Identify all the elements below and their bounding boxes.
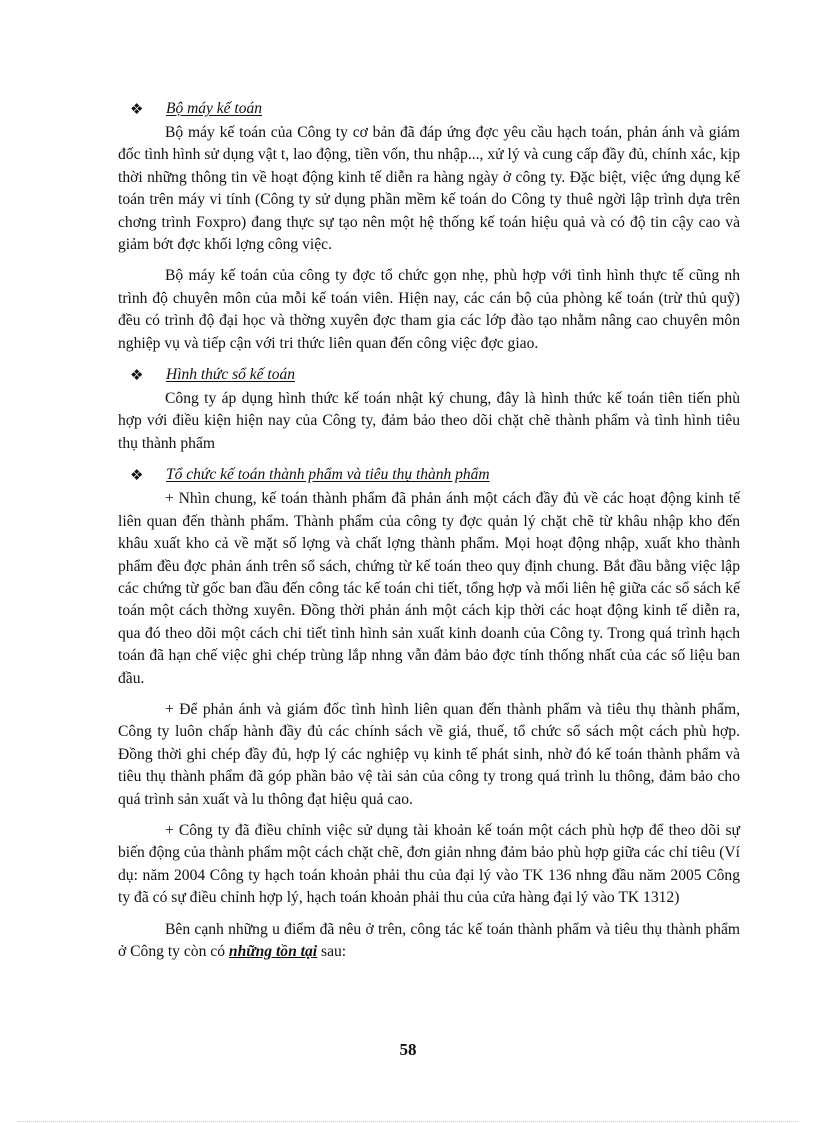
section-title: Bộ máy kế toán bbox=[166, 100, 262, 117]
closing-paragraph bbox=[118, 919, 740, 964]
section-heading-finished-goods-accounting bbox=[118, 464, 740, 486]
closing-emphasis: những tồn tại bbox=[228, 943, 318, 960]
paragraph: Công ty áp dụng hình thức kế toán nhật ký chung, đây là hình thức kế toán tiên tiến phù hợp với điều kiện hiện nay của Công ty, đảm bảo theo dõi chặt chẽ thành phẩm và tình hình tiêu thụ thành phẩm bbox=[118, 390, 740, 452]
paragraph: + Nhìn chung, kế toán thành phẩm đã phản ánh một cách đầy đủ về các hoạt động kinh tế liên quan đến thành phẩm. Thành phẩm của công ty đợc quản lý chặt chẽ từ khâu nhập kho đến khâu xuất kho cả về mặt số lợng và chất lợng thành phẩm. Mọi hoạt động nhập, xuất kho thành phẩm đều đợc phản ánh trên sổ sách, chứng từ kế toán theo quy định chung. Bắt đầu bằng việc lập các chứng từ gốc ban đầu đến công tác kế toán chi tiết, tổng hợp và mối liên hệ giữa các sổ sách kế toán một cách thờng xuyên. Đồng thời phản ánh một cách kịp thời các hoạt động kinh tế diễn ra, qua đó theo dõi một cách chi tiết tình hình sản xuất kinh doanh của Công ty. Trong quá trình hạch toán đã hạn chế việc ghi chép trùng lắp nhng vẫn đảm bảo đợc tính thống nhất của các số liệu ban đầu. bbox=[118, 490, 740, 687]
section-title: Tổ chức kế toán thành phẩm và tiêu thụ thành phẩm bbox=[166, 466, 490, 484]
diamond-bullet-icon: ❖ bbox=[130, 466, 144, 485]
diamond-bullet-icon: ❖ bbox=[130, 366, 144, 385]
paragraph: + Công ty đã điều chỉnh việc sử dụng tài khoản kế toán một cách phù hợp để theo dõi sự biến động của thành phẩm một cách chặt chẽ, đơn giản nhng đảm bảo phù hợp giữa các chỉ tiêu (Ví dụ: năm 2004 Công ty hạch toán khoản phải thu của đại lý vào TK 136 nhng đầu năm 2005 Công ty đã có sự điều chỉnh hợp lý, hạch toán khoản phải thu của cửa hàng đại lý vào TK 1312) bbox=[118, 821, 740, 907]
page-number: 58 bbox=[399, 1040, 417, 1059]
section-title: Hình thức sổ kế toán bbox=[166, 366, 295, 384]
section-heading-bookkeeping-form bbox=[118, 364, 740, 386]
page-content bbox=[118, 94, 740, 972]
page-bottom-divider bbox=[18, 1121, 798, 1122]
closing-text: Bên cạnh những u điểm đã nêu ở trên, công tác kế toán thành phẩm và tiêu thụ thành phẩm ở Công ty còn có bbox=[118, 920, 740, 960]
diamond-bullet-icon: ❖ bbox=[130, 100, 144, 118]
section-heading-accounting-apparatus bbox=[118, 98, 740, 120]
paragraph: Bộ máy kế toán của công ty đợc tổ chức gọn nhẹ, phù hợp với tình hình thực tế cũng nh trình độ chuyên môn của mỗi kế toán viên. Hiện nay, các cán bộ của phòng kế toán (trừ thủ quỹ) đều có trình độ đại học và thờng xuyên đợc tham gia các lớp đào tạo nhằm nâng cao chuyên môn nghiệp vụ và tiếp cận với tri thức liên quan đến công việc đợc giao. bbox=[118, 267, 740, 352]
closing-text-end: sau: bbox=[317, 943, 347, 960]
paragraph: + Để phản ánh và giám đốc tình hình liên quan đến thành phẩm và tiêu thụ thành phẩm, Công ty luôn chấp hành đầy đủ các chính sách về giá, thuế, tổ chức sổ sách một cách phù hợp. Đồng thời ghi chép đầy đủ, hợp lý các nghiệp vụ kinh tế phát sinh, nhờ đó kế toán thành phẩm và tiêu thụ thành phẩm đã góp phần bảo vệ tài sản của công ty trong quá trình lu thông, đảm bảo cho quá trình sản xuất và lu thông đạt hiệu quả cao. bbox=[118, 700, 740, 808]
paragraph: Bộ máy kế toán của Công ty cơ bản đã đáp ứng đợc yêu cầu hạch toán, phản ánh và giám đốc tình hình sử dụng vật t, lao động, tiền vốn, thu nhập..., xử lý và cung cấp đầy đủ, chính xác, kịp thời những thông tin về hoạt động kinh tế diễn ra hàng ngày ở công ty. Đặc biệt, việc ứng dụng kế toán trên máy vi tính (Công ty sử dụng phần mềm kế toán do Công ty thuê ngời lập trình dựa trên chơng trình Foxpro) đang thực sự tạo nên một hệ thống kế toán hiệu quả và có độ tin cậy cao và giảm bớt đợc khối lợng công việc. bbox=[118, 124, 740, 254]
